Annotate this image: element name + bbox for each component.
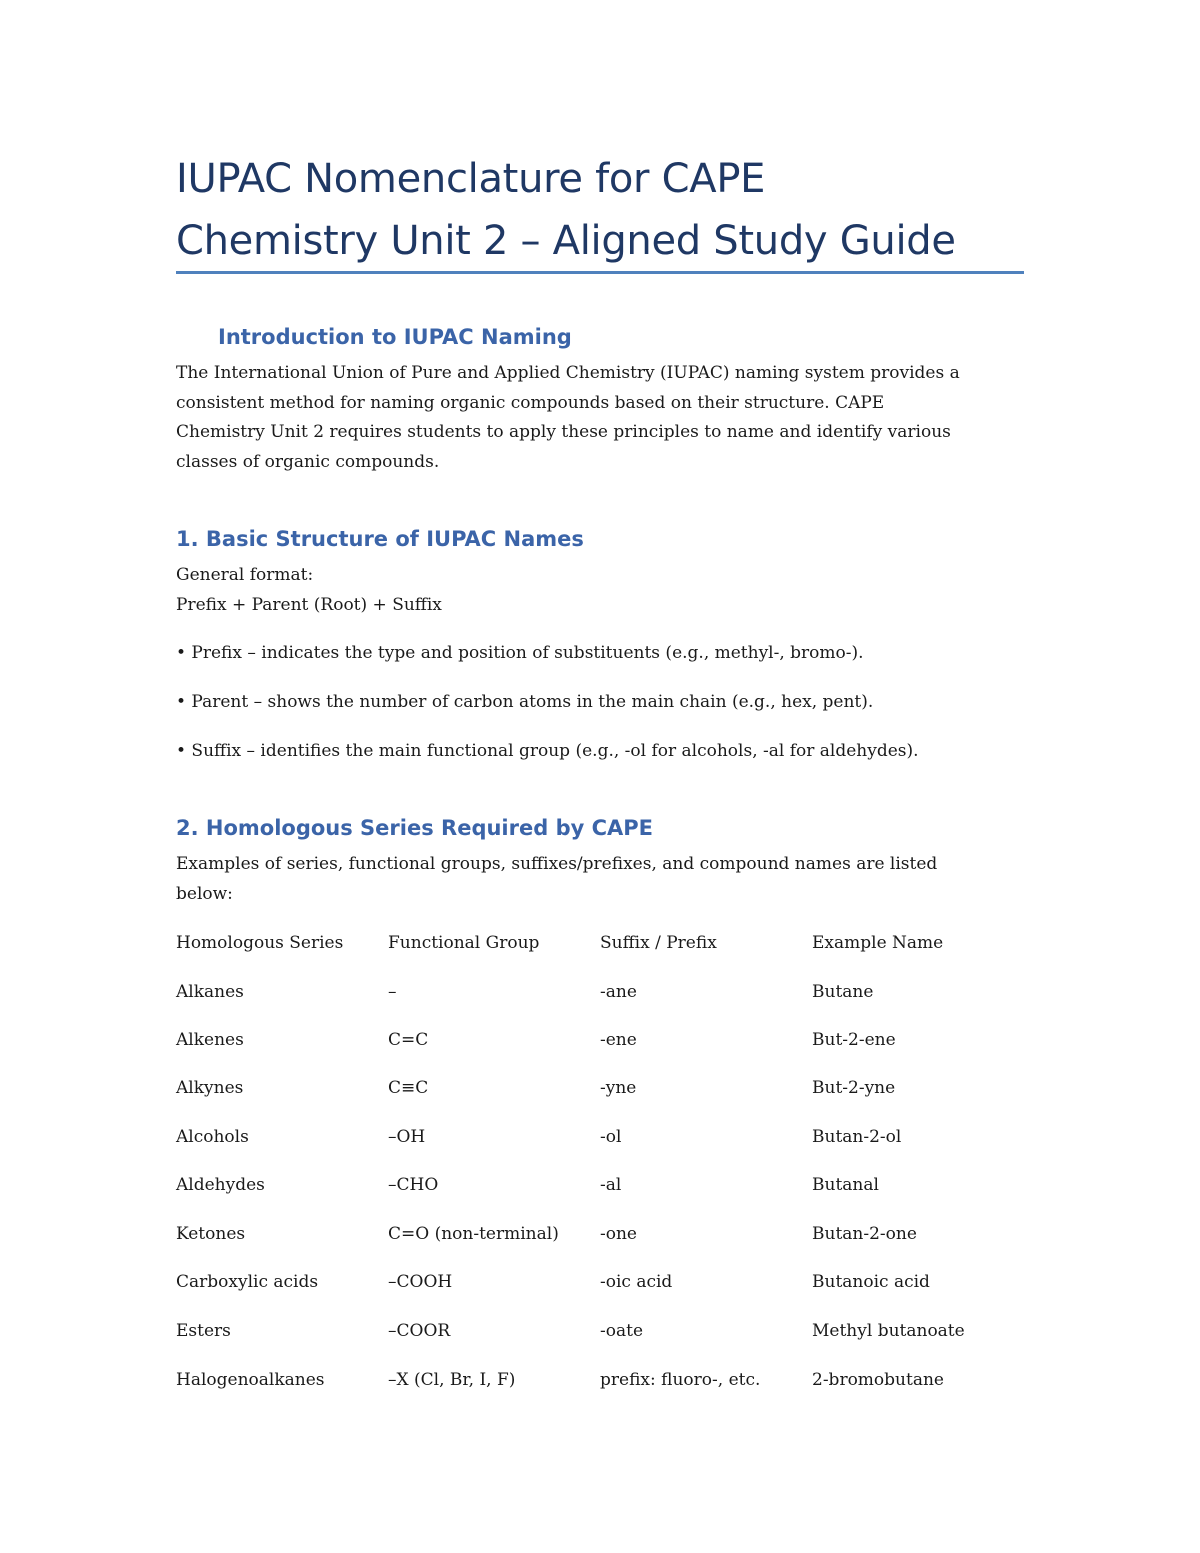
- example-cell: Butan-2-one: [812, 1224, 917, 1244]
- suffix-bullet: [176, 737, 1024, 767]
- functional-group-cell: –COOR: [388, 1321, 451, 1341]
- bullet-text: • Suffix – identifies the main functional group (e.g., -ol for alcohols, -al for aldehydes).: [176, 741, 919, 761]
- intro-line: Chemistry Unit 2 requires students to apply these principles to name and identify various: [176, 422, 951, 442]
- series-cell: Ketones: [176, 1224, 246, 1244]
- document-title: [176, 148, 1024, 272]
- bullet-text: • Parent – shows the number of carbon atoms in the main chain (e.g., hex, pent).: [176, 692, 874, 712]
- example-cell: Butanoic acid: [812, 1272, 930, 1292]
- section-2-intro-line: Examples of series, functional groups, suffixes/prefixes, and compound names are listed: [176, 854, 938, 874]
- table-row: [176, 1122, 1024, 1152]
- suffix-cell: -ane: [600, 982, 637, 1002]
- table-row: [176, 1170, 1024, 1200]
- parent-bullet: [176, 688, 1024, 718]
- functional-group-cell: –: [388, 982, 397, 1002]
- suffix-cell: -al: [600, 1175, 622, 1195]
- section-2-heading: 2. Homologous Series Required by CAPE: [176, 816, 654, 840]
- series-cell: Alkanes: [176, 982, 244, 1002]
- intro-line: consistent method for naming organic compounds based on their structure. CAPE: [176, 392, 885, 413]
- example-cell: Methyl butanoate: [812, 1321, 965, 1341]
- intro-heading: Introduction to IUPAC Naming: [218, 325, 572, 349]
- suffix-cell: -ene: [600, 1030, 637, 1050]
- section-2-intro: [176, 850, 1024, 909]
- suffix-cell: -yne: [600, 1078, 637, 1098]
- intro-line: classes of organic compounds.: [176, 451, 440, 472]
- title-line-1: IUPAC Nomenclature for CAPE: [176, 156, 766, 202]
- title-line-2: Chemistry Unit 2 – Aligned Study Guide: [176, 218, 956, 264]
- suffix-cell: -one: [600, 1224, 637, 1244]
- suffix-cell: -oate: [600, 1321, 644, 1341]
- example-cell: Butanal: [812, 1175, 879, 1195]
- table-row: [176, 1365, 1024, 1395]
- general-format-formula: Prefix + Parent (Root) + Suffix: [176, 594, 442, 615]
- functional-group-cell: C=O (non-terminal): [388, 1224, 559, 1244]
- functional-group-cell: –CHO: [388, 1175, 439, 1195]
- functional-group-cell: –X (Cl, Br, I, F): [388, 1370, 516, 1390]
- series-cell: Aldehydes: [176, 1175, 265, 1195]
- section-1-heading: 1. Basic Structure of IUPAC Names: [176, 527, 584, 551]
- series-cell: Halogenoalkanes: [176, 1370, 325, 1390]
- series-cell: Alkynes: [176, 1078, 244, 1098]
- header-homologous-series: Homologous Series: [176, 933, 344, 953]
- series-cell: Esters: [176, 1321, 231, 1341]
- functional-group-cell: C=C: [388, 1030, 429, 1050]
- section-2-intro-line: below:: [176, 883, 233, 904]
- series-cell: Alcohols: [176, 1127, 249, 1147]
- table-row: [176, 1025, 1024, 1055]
- table-header-row: [176, 928, 1024, 958]
- prefix-bullet: [176, 639, 1024, 669]
- table-row: [176, 977, 1024, 1007]
- functional-group-cell: –OH: [388, 1127, 426, 1147]
- functional-group-cell: –COOH: [388, 1272, 453, 1292]
- example-cell: Butane: [812, 982, 874, 1002]
- header-example-name: Example Name: [812, 933, 944, 953]
- series-cell: Alkenes: [176, 1030, 244, 1050]
- table-row: [176, 1219, 1024, 1249]
- suffix-cell: -oic acid: [600, 1272, 673, 1292]
- general-format-label: General format:: [176, 565, 314, 585]
- bullet-text: • Prefix – indicates the type and position of substituents (e.g., methyl-, bromo-).: [176, 643, 864, 663]
- header-functional-group: Functional Group: [388, 933, 540, 953]
- example-cell: Butan-2-ol: [812, 1127, 902, 1147]
- series-cell: Carboxylic acids: [176, 1272, 319, 1292]
- header-suffix-prefix: Suffix / Prefix: [600, 933, 717, 953]
- example-cell: 2-bromobutane: [812, 1370, 944, 1390]
- intro-paragraph: [176, 359, 1024, 477]
- suffix-cell: -ol: [600, 1127, 622, 1147]
- title-underline: [176, 271, 1024, 274]
- suffix-cell: prefix: fluoro-, etc.: [600, 1370, 761, 1390]
- general-format-block: [176, 561, 1024, 620]
- example-cell: But-2-yne: [812, 1078, 896, 1098]
- example-cell: But-2-ene: [812, 1030, 896, 1050]
- table-row: [176, 1267, 1024, 1297]
- functional-group-cell: C≡C: [388, 1078, 429, 1098]
- table-row: [176, 1316, 1024, 1346]
- intro-line: The International Union of Pure and Applied Chemistry (IUPAC) naming system provides a: [176, 363, 960, 383]
- table-row: [176, 1073, 1024, 1103]
